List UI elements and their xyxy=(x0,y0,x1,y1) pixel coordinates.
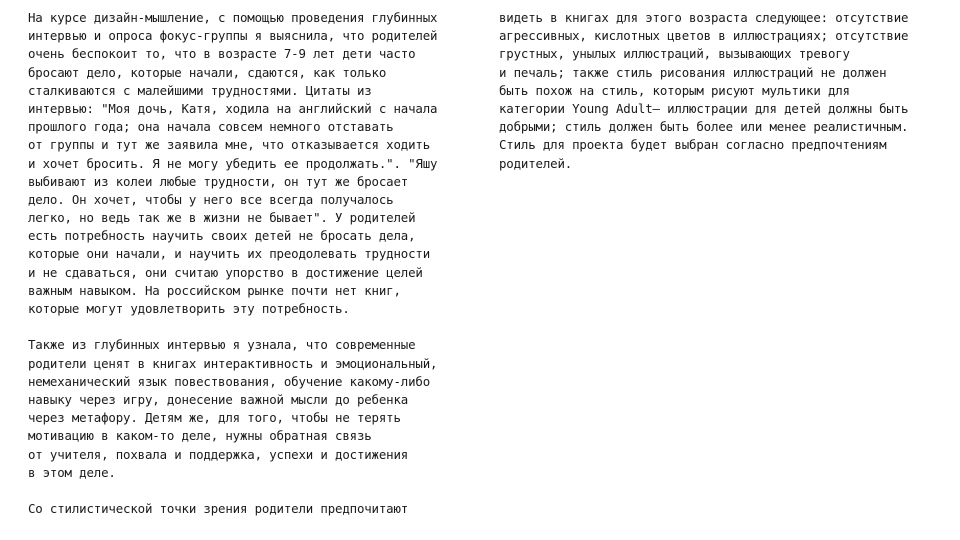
text-line: и хочет бросить. Я не могу убедить ее продолжать.". "Яшу xyxy=(28,155,438,171)
text-line: родители ценят в книгах интерактивность и эмоциональный, xyxy=(28,355,438,371)
text-line: немеханический язык повествования, обучение какому-либо xyxy=(28,373,431,389)
text-line: Стиль для проекта будет выбран согласно предпочтениям xyxy=(499,137,887,153)
text-line: добрыми; стиль должен быть более или менее реалистичным. xyxy=(499,119,909,135)
text-line: и не сдаваться, они считаю упорство в достижение целей xyxy=(28,264,423,280)
text-line: мотивацию в каком-то деле, нужны обратная связь xyxy=(28,428,372,444)
text-line: бросают дело, которые начали, сдаются, как только xyxy=(28,64,387,80)
text-line: Со стилистической точки зрения родители предпочитают xyxy=(28,501,409,517)
left-text-column xyxy=(28,9,480,518)
text-line: через метафору. Детям же, для того, чтобы не терять xyxy=(28,410,401,426)
text-line: быть похож на стиль, которым рисуют мультики для xyxy=(499,82,850,98)
paragraph-design-thinking-research xyxy=(28,9,480,318)
text-line: видеть в книгах для этого возраста следующее: отсутствие xyxy=(499,10,909,25)
text-line: сталкиваются с малейшими трудностями. Цитаты из xyxy=(28,82,372,98)
text-line: дело. Он хочет, чтобы у него все всегда получалось xyxy=(28,191,394,207)
paragraph-style-preferences-continued xyxy=(499,9,949,173)
text-line: грустных, унылых иллюстраций, вызывающих тревогу xyxy=(499,46,850,62)
paragraph-style-preferences-start xyxy=(28,500,480,518)
right-text-column xyxy=(499,9,949,173)
text-line: навыку через игру, донесение важной мысли до ребенка xyxy=(28,391,409,407)
paragraph-spacer xyxy=(28,482,480,500)
text-line: от группы и тут же заявила мне, что отказывается ходить xyxy=(28,137,431,153)
text-line: и печаль; также стиль рисования иллюстраций не должен xyxy=(499,64,887,80)
text-line: родителей. xyxy=(499,155,573,171)
paragraph-spacer xyxy=(28,318,480,336)
text-line: категории Young Adult— иллюстрации для детей должны быть xyxy=(499,100,909,116)
text-line: важным навыком. На российском рынке почти нет книг, xyxy=(28,282,401,298)
text-line: которые они начали, и научить их преодолевать трудности xyxy=(28,246,431,262)
text-line: агрессивных, кислотных цветов в иллюстрациях; отсутствие xyxy=(499,28,909,44)
text-line: прошлого года; она начала совсем немного отставать xyxy=(28,119,394,135)
text-line: интервью: "Моя дочь, Катя, ходила на английский с начала xyxy=(28,100,438,116)
text-line: от учителя, похвала и поддержка, успехи и достижения xyxy=(28,446,409,462)
text-line: которые могут удовлетворить эту потребность. xyxy=(28,301,350,316)
paragraph-parent-values xyxy=(28,336,480,482)
text-line: очень беспокоит то, что в возрасте 7-9 лет дети часто xyxy=(28,46,416,62)
text-line: в этом деле. xyxy=(28,464,116,480)
text-line: выбивают из колеи любые трудности, он тут же бросает xyxy=(28,173,409,189)
text-line: На курсе дизайн-мышление, с помощью проведения глубинных xyxy=(28,10,438,25)
text-line: интервью и опроса фокус-группы я выяснила, что родителей xyxy=(28,28,438,44)
text-line: легко, но ведь так же в жизни не бывает". У родителей xyxy=(28,210,416,226)
text-line: есть потребность научить своих детей не бросать дела, xyxy=(28,228,416,244)
text-line: Также из глубинных интервью я узнала, что современные xyxy=(28,337,416,353)
